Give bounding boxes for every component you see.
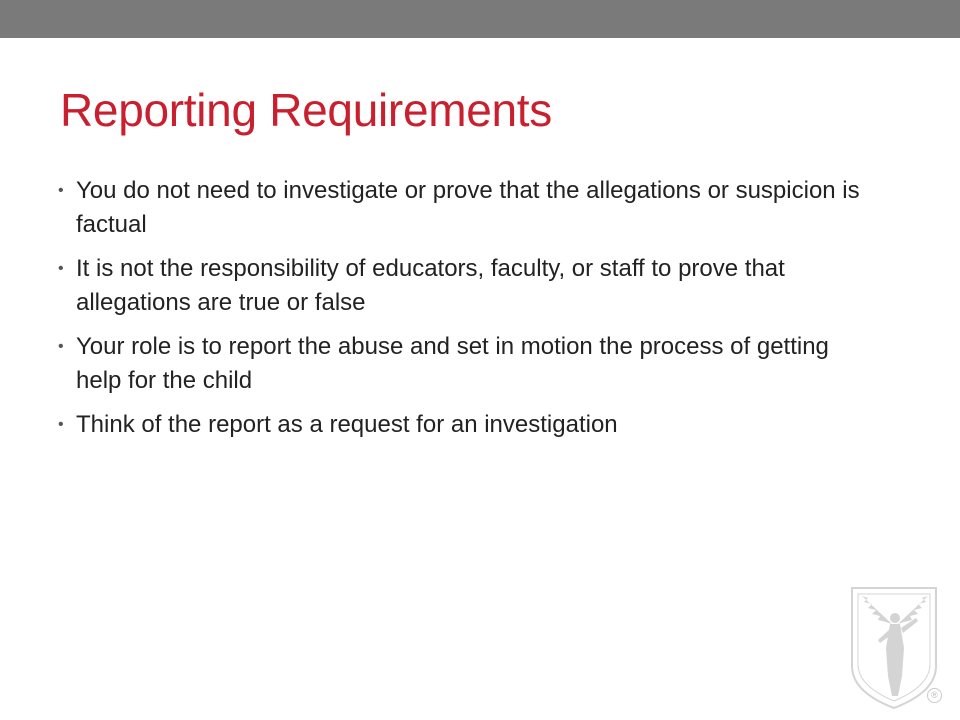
bullet-item bbox=[58, 408, 878, 442]
bullet-item bbox=[58, 330, 878, 398]
bullet-item bbox=[58, 174, 878, 242]
bullet-item bbox=[58, 252, 878, 320]
registered-mark: ® bbox=[927, 688, 942, 703]
bullet-text: It is not the responsibility of educators, faculty, or staff to prove that allegations are true or false bbox=[76, 255, 785, 316]
bullet-text: Think of the report as a request for an investigation bbox=[76, 411, 618, 438]
slide-title: Reporting Requirements bbox=[60, 84, 552, 136]
top-bar bbox=[0, 0, 960, 38]
bullet-dot-icon: • bbox=[58, 338, 64, 355]
bullet-dot-icon: • bbox=[58, 182, 64, 199]
bullet-text: You do not need to investigate or prove that the allegations or suspicion is factual bbox=[76, 177, 860, 238]
bullet-list bbox=[58, 174, 878, 452]
bullet-text: Your role is to report the abuse and set in motion the process of getting help for the child bbox=[76, 333, 829, 394]
bullet-dot-icon: • bbox=[58, 260, 64, 277]
bullet-dot-icon: • bbox=[58, 416, 64, 433]
